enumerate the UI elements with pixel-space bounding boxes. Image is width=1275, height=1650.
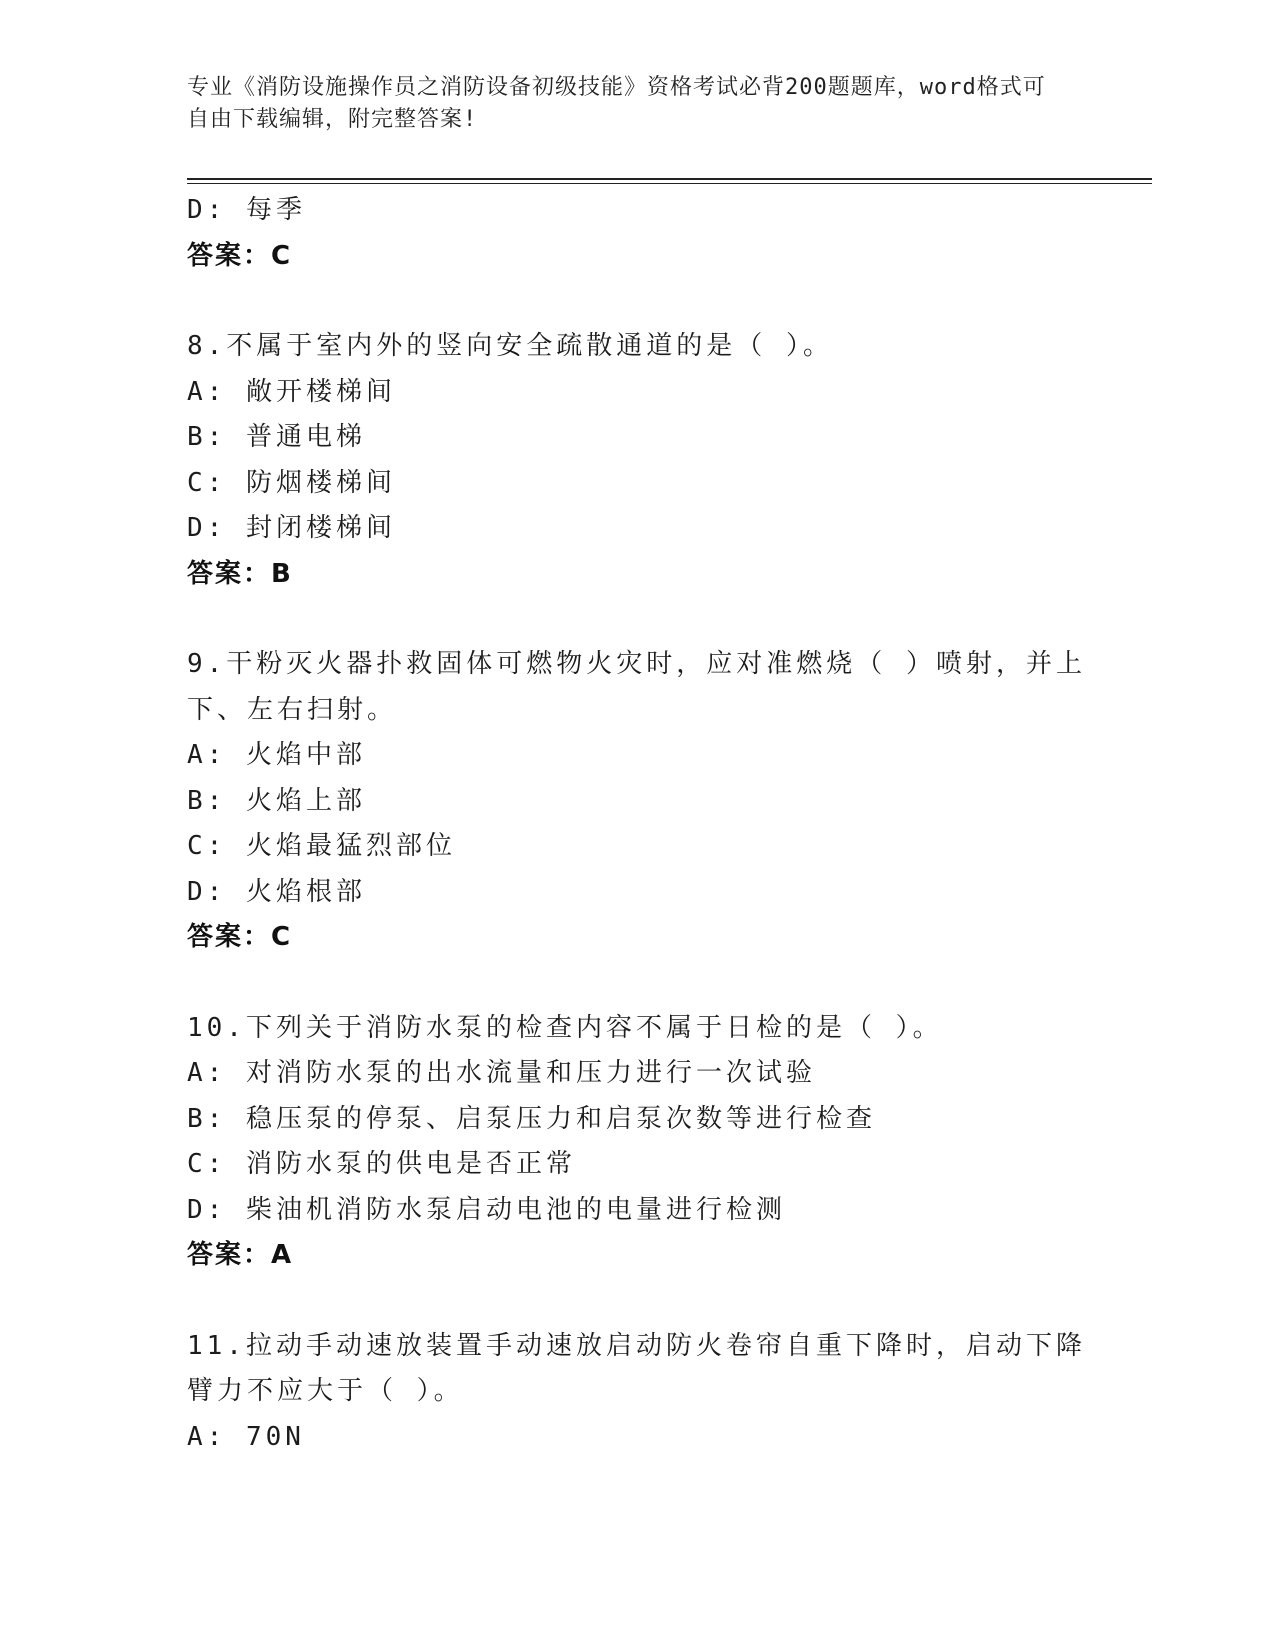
option-d: D: 封闭楼梯间 — [187, 513, 396, 543]
option-a: A: 火焰中部 — [187, 740, 366, 770]
option-c: C: 消防水泵的供电是否正常 — [187, 1149, 576, 1179]
question-stem: 8.不属于室内外的竖向安全疏散通道的是（ ）。 — [187, 331, 833, 361]
spacer — [187, 597, 1087, 642]
option-c: C: 防烟楼梯间 — [187, 467, 396, 498]
answer-line: 答案：C — [187, 240, 293, 271]
option-d: D: 每季 — [187, 195, 306, 225]
option-a: A: 对消防水泵的出水流量和压力进行一次试验 — [187, 1058, 816, 1088]
option-b: B: 火焰上部 — [187, 785, 366, 816]
question-stem: 9.干粉灭火器扑救固体可燃物火灾时，应对准燃烧（ ）喷射，并上下、左右扫射。 — [187, 649, 1086, 725]
spacer — [187, 1279, 1087, 1324]
question-stem: 10.下列关于消防水泵的检查内容不属于日检的是（ ）。 — [187, 1012, 943, 1043]
header-divider-thin — [187, 183, 1152, 184]
option-b: B: 普通电梯 — [187, 422, 366, 452]
option-d: D: 火焰根部 — [187, 876, 366, 907]
option-c: C: 火焰最猛烈部位 — [187, 831, 456, 861]
header-divider — [187, 178, 1152, 180]
spacer — [187, 279, 1087, 324]
option-a: A: 70N — [187, 1421, 305, 1452]
answer-line: 答案：A — [187, 1240, 294, 1270]
option-b: B: 稳压泵的停泵、启泵压力和启泵次数等进行检查 — [187, 1103, 876, 1134]
spacer — [187, 961, 1087, 1006]
answer-line: 答案：C — [187, 922, 293, 952]
question-list — [187, 188, 1087, 1460]
document-header: 专业《消防设施操作员之消防设备初级技能》资格考试必背200题题库，word格式可自由下载编辑，附完整答案! — [187, 75, 1046, 132]
answer-line: 答案：B — [187, 558, 293, 589]
option-d: D: 柴油机消防水泵启动电池的电量进行检测 — [187, 1194, 786, 1225]
option-a: A: 敞开楼梯间 — [187, 376, 396, 407]
question-stem: 11.拉动手动速放装置手动速放启动防火卷帘自重下降时，启动下降臂力不应大于（ ）。 — [187, 1330, 1086, 1406]
